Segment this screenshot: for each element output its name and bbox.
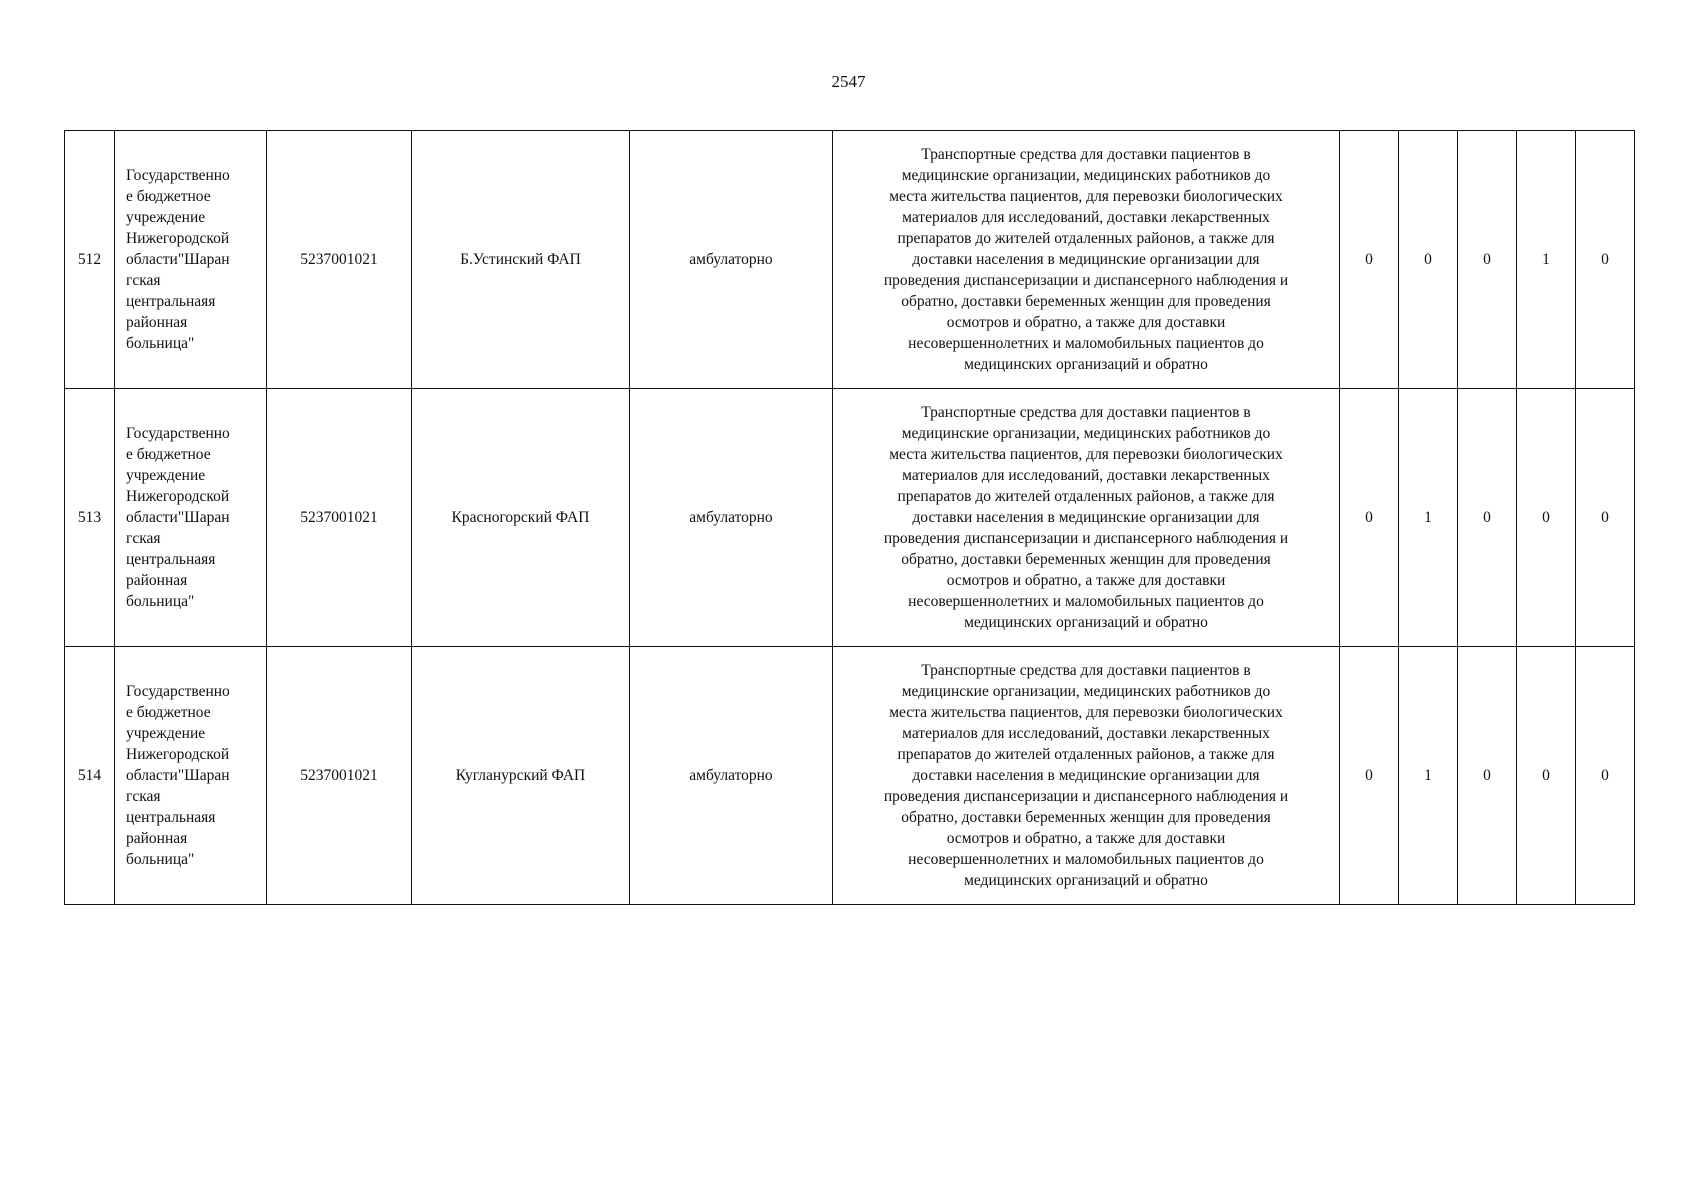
description-line: медицинские организации, медицинских работников до <box>901 683 1271 700</box>
description-line: медицинские организации, медицинских работников до <box>901 167 1271 184</box>
description-line: Транспортные средства для доставки пациентов в <box>921 662 1251 679</box>
care-type-cell: амбулаторно <box>630 131 833 389</box>
facility-table <box>64 130 1635 905</box>
count-cell-3: 0 <box>1458 647 1517 905</box>
count-cell-2: 0 <box>1399 131 1458 389</box>
count-cell-1: 0 <box>1340 131 1399 389</box>
description-line: осмотров и обратно, а также для доставки <box>946 314 1226 331</box>
organization-name-line: Нижегородской <box>126 488 230 505</box>
count-cell-1: 0 <box>1340 389 1399 647</box>
organization-name-line: Государственно <box>126 167 230 184</box>
inn-cell: 5237001021 <box>267 647 412 905</box>
description-line: медицинские организации, медицинских работников до <box>901 425 1271 442</box>
care-type-cell: амбулаторно <box>630 389 833 647</box>
description-line: проведения диспансеризации и диспансерного наблюдения и <box>883 788 1289 805</box>
description-line: медицинских организаций и обратно <box>964 614 1208 631</box>
count-cell-3: 0 <box>1458 389 1517 647</box>
organization-name-line: центральнаяя <box>126 551 216 568</box>
organization-cell <box>115 647 267 905</box>
organization-name-line: гская <box>126 272 161 289</box>
organization-name-line: е бюджетное <box>126 446 211 463</box>
organization-name-line: центральнаяя <box>126 293 216 310</box>
organization-name-line: учреждение <box>126 467 206 484</box>
row-number-cell: 512 <box>65 131 115 389</box>
organization-name-line: больница" <box>126 851 195 868</box>
organization-name-line: учреждение <box>126 209 206 226</box>
organization-name-line: учреждение <box>126 725 206 742</box>
organization-name-line: е бюджетное <box>126 704 211 721</box>
unit-name-cell: Б.Устинский ФАП <box>412 131 630 389</box>
organization-name-line: районная <box>126 572 188 589</box>
page-number: 2547 <box>831 72 866 91</box>
table-body <box>65 131 1635 905</box>
row-number-cell: 513 <box>65 389 115 647</box>
organization-name-line: Нижегородской <box>126 746 230 763</box>
description-line: доставки населения в медицинские организации для <box>912 251 1260 268</box>
table-row <box>65 131 1635 389</box>
organization-name-line: Нижегородской <box>126 230 230 247</box>
count-cell-2: 1 <box>1399 647 1458 905</box>
count-cell-5: 0 <box>1576 131 1635 389</box>
inn-cell: 5237001021 <box>267 131 412 389</box>
description-line: медицинских организаций и обратно <box>964 356 1208 373</box>
count-cell-2: 1 <box>1399 389 1458 647</box>
table-row <box>65 389 1635 647</box>
description-line: доставки населения в медицинские организации для <box>912 509 1260 526</box>
organization-name-line: районная <box>126 314 188 331</box>
unit-name-cell: Кугланурский ФАП <box>412 647 630 905</box>
care-type-cell: амбулаторно <box>630 647 833 905</box>
count-cell-1: 0 <box>1340 647 1399 905</box>
organization-name-line: больница" <box>126 335 195 352</box>
organization-name-line: гская <box>126 530 161 547</box>
count-cell-5: 0 <box>1576 647 1635 905</box>
organization-name-line: больница" <box>126 593 195 610</box>
description-cell <box>833 647 1340 905</box>
description-line: медицинских организаций и обратно <box>964 872 1208 889</box>
count-cell-4: 0 <box>1517 389 1576 647</box>
organization-cell <box>115 131 267 389</box>
organization-name-line: гская <box>126 788 161 805</box>
organization-name-line: области"Шаран <box>126 767 230 784</box>
description-line: обратно, доставки беременных женщин для проведения <box>901 809 1271 826</box>
organization-name-line: центральнаяя <box>126 809 216 826</box>
organization-name-line: Государственно <box>126 683 230 700</box>
count-cell-5: 0 <box>1576 389 1635 647</box>
description-line: препаратов до жителей отдаленных районов, а также для <box>897 488 1275 505</box>
description-line: обратно, доставки беременных женщин для проведения <box>901 293 1271 310</box>
description-cell <box>833 389 1340 647</box>
description-line: осмотров и обратно, а также для доставки <box>946 572 1226 589</box>
description-line: обратно, доставки беременных женщин для проведения <box>901 551 1271 568</box>
description-line: Транспортные средства для доставки пациентов в <box>921 146 1251 163</box>
inn-cell: 5237001021 <box>267 389 412 647</box>
description-line: несовершеннолетних и маломобильных пациентов до <box>908 335 1264 352</box>
description-line: Транспортные средства для доставки пациентов в <box>921 404 1251 421</box>
description-line: осмотров и обратно, а также для доставки <box>946 830 1226 847</box>
description-line: места жительства пациентов, для перевозки биологических <box>889 704 1283 721</box>
description-line: несовершеннолетних и маломобильных пациентов до <box>908 851 1264 868</box>
description-line: проведения диспансеризации и диспансерного наблюдения и <box>883 530 1289 547</box>
description-line: проведения диспансеризации и диспансерного наблюдения и <box>883 272 1289 289</box>
description-cell <box>833 131 1340 389</box>
row-number-cell: 514 <box>65 647 115 905</box>
description-line: препаратов до жителей отдаленных районов, а также для <box>897 230 1275 247</box>
description-line: материалов для исследований, доставки лекарственных <box>902 725 1270 742</box>
organization-name-line: районная <box>126 830 188 847</box>
organization-name-line: области"Шаран <box>126 509 230 526</box>
organization-name-line: Государственно <box>126 425 230 442</box>
description-line: материалов для исследований, доставки лекарственных <box>902 209 1270 226</box>
organization-name-line: области"Шаран <box>126 251 230 268</box>
count-cell-3: 0 <box>1458 131 1517 389</box>
description-line: препаратов до жителей отдаленных районов, а также для <box>897 746 1275 763</box>
organization-cell <box>115 389 267 647</box>
description-line: материалов для исследований, доставки лекарственных <box>902 467 1270 484</box>
description-line: несовершеннолетних и маломобильных пациентов до <box>908 593 1264 610</box>
count-cell-4: 0 <box>1517 647 1576 905</box>
unit-name-cell: Красногорский ФАП <box>412 389 630 647</box>
description-line: места жительства пациентов, для перевозки биологических <box>889 188 1283 205</box>
count-cell-4: 1 <box>1517 131 1576 389</box>
description-line: места жительства пациентов, для перевозки биологических <box>889 446 1283 463</box>
description-line: доставки населения в медицинские организации для <box>912 767 1260 784</box>
table-row <box>65 647 1635 905</box>
organization-name-line: е бюджетное <box>126 188 211 205</box>
